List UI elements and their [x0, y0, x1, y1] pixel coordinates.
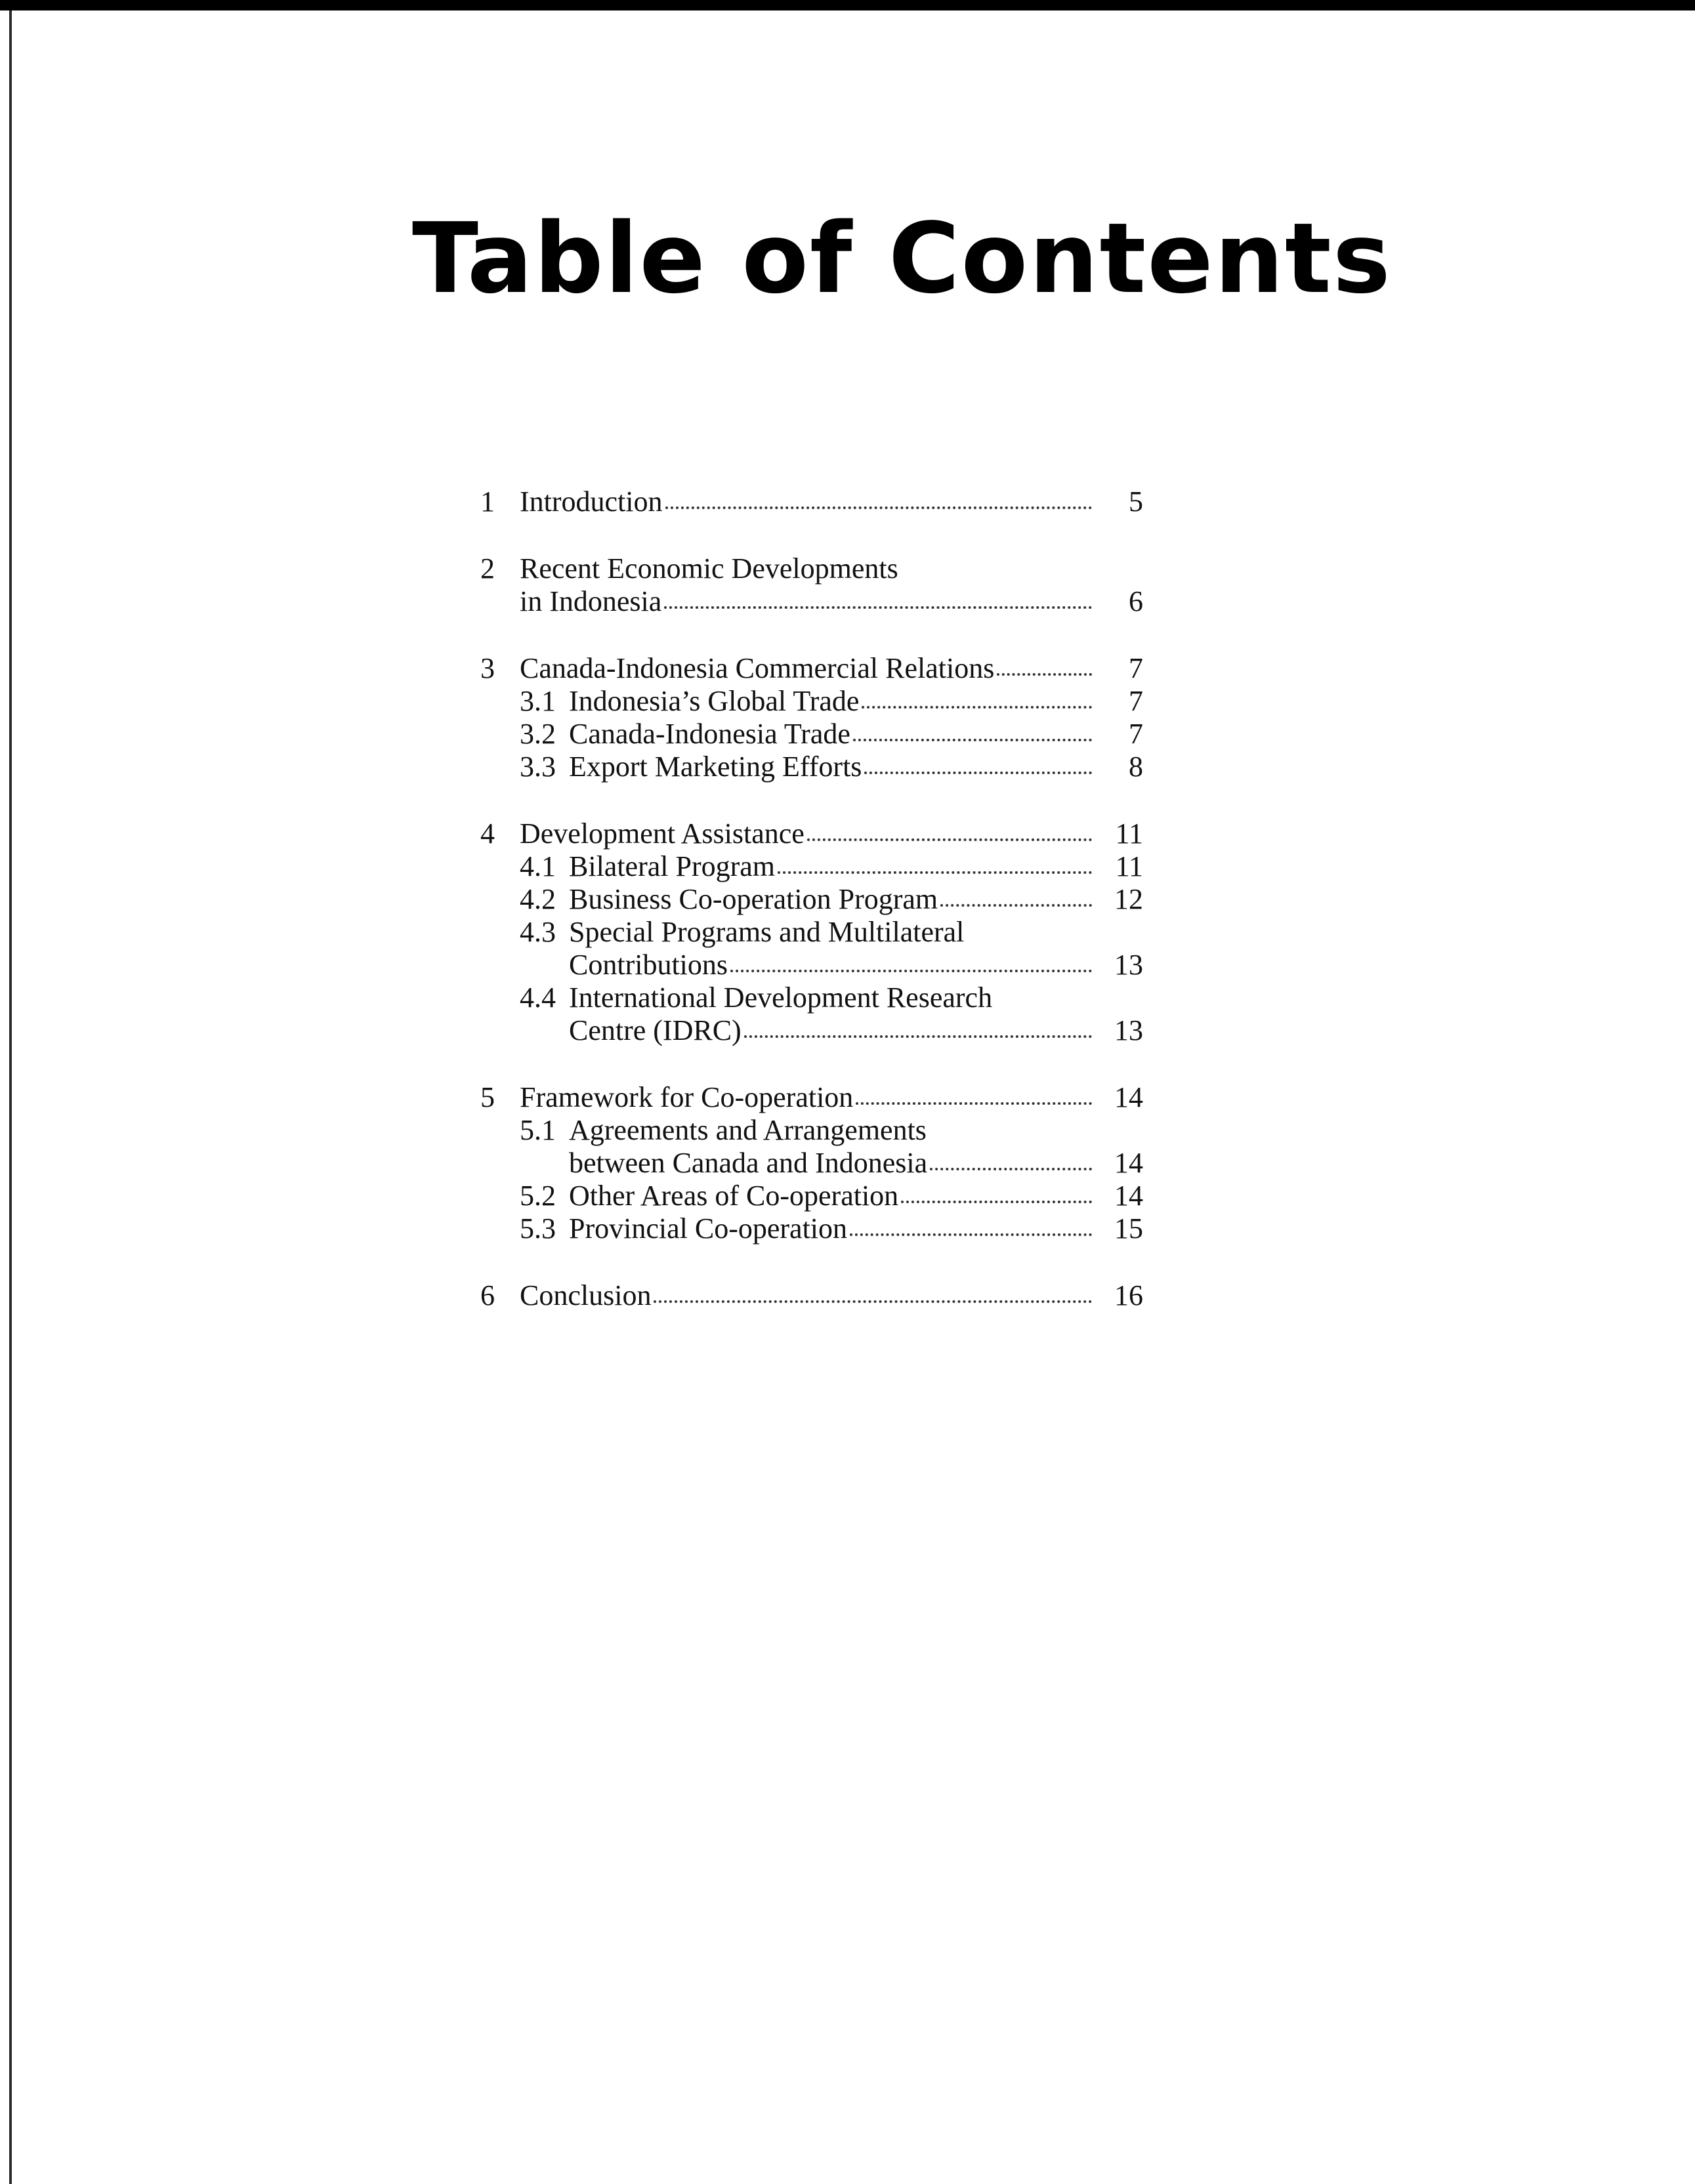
toc-page-number: 8 — [1129, 751, 1143, 783]
toc-subsection-title: between Canada and Indonesia — [569, 1147, 928, 1179]
toc-page-number: 7 — [1129, 718, 1143, 750]
toc-section-number: 5 — [480, 1081, 495, 1113]
toc-section-title: Recent Economic Developments — [520, 552, 898, 585]
toc-section-title: Framework for Co-operation — [520, 1081, 854, 1113]
scan-top-edge — [0, 0, 1695, 10]
page-title: Table of Contents — [412, 202, 1392, 315]
toc-subsection-line — [480, 1180, 1143, 1212]
toc-section — [480, 485, 1143, 518]
toc-section — [480, 552, 1143, 618]
toc-subsection-title: Indonesia’s Global Trade — [569, 685, 860, 717]
toc-page-number: 13 — [1114, 1014, 1143, 1046]
toc-section-line — [480, 1081, 1143, 1114]
toc-section-line — [480, 652, 1143, 685]
toc-subsection-number: 3.2 — [520, 718, 556, 750]
toc-subsection-title: Canada-Indonesia Trade — [569, 718, 850, 750]
dot-leader — [807, 838, 1092, 841]
toc-subsection-number: 3.3 — [520, 751, 556, 783]
toc-subsection-line — [480, 883, 1143, 916]
dot-leader — [864, 772, 1092, 774]
toc-subsection-number: 3.1 — [520, 685, 556, 717]
toc-section — [480, 1279, 1143, 1312]
toc-section-title: Introduction — [520, 485, 663, 518]
toc-subsection-number: 5.3 — [520, 1212, 556, 1245]
toc-section-number: 3 — [480, 652, 495, 684]
dot-leader — [654, 1300, 1092, 1303]
toc-page-number: 16 — [1114, 1279, 1143, 1311]
toc-page-number: 11 — [1115, 850, 1143, 882]
toc-subsection-line — [480, 718, 1143, 751]
toc-page-number: 11 — [1115, 817, 1143, 850]
toc-section-line — [480, 1279, 1143, 1312]
toc-section-title: Canada-Indonesia Commercial Relations — [520, 652, 995, 684]
toc-page-number: 15 — [1114, 1212, 1143, 1245]
dot-leader — [665, 506, 1092, 509]
dot-leader — [856, 1102, 1092, 1105]
toc-page-number: 13 — [1114, 949, 1143, 981]
toc-subsection-title: International Development Research — [569, 981, 993, 1014]
toc-section — [480, 817, 1143, 1047]
toc-subsection-title: Contributions — [569, 949, 728, 981]
toc-subsection-line — [480, 1212, 1143, 1245]
toc-subsection-number: 5.2 — [520, 1180, 556, 1212]
scan-left-edge — [9, 10, 12, 2184]
toc-subsection-number: 4.2 — [520, 883, 556, 915]
toc-subsection-title: Agreements and Arrangements — [569, 1114, 927, 1146]
dot-leader — [940, 904, 1092, 907]
toc-subsection-title: Export Marketing Efforts — [569, 751, 862, 783]
dot-leader — [862, 706, 1092, 709]
toc-page-number: 14 — [1114, 1147, 1143, 1179]
dot-leader — [730, 970, 1092, 972]
dot-leader — [664, 606, 1092, 609]
toc-section-number: 1 — [480, 485, 495, 518]
dot-leader — [744, 1035, 1092, 1038]
toc-section-line — [480, 585, 1143, 618]
toc-subsection-line — [480, 1114, 1143, 1147]
toc-page-number: 7 — [1129, 652, 1143, 684]
toc-section — [480, 1081, 1143, 1245]
toc-subsection-title: Bilateral Program — [569, 850, 776, 882]
toc-subsection-line — [480, 685, 1143, 718]
toc-section-number: 4 — [480, 817, 495, 850]
toc-subsection-title: Special Programs and Multilateral — [569, 916, 965, 948]
toc-subsection-number: 5.1 — [520, 1114, 556, 1146]
toc-section-line — [480, 485, 1143, 518]
toc-page-number: 6 — [1129, 585, 1143, 617]
toc-section-title: Conclusion — [520, 1279, 652, 1311]
toc-section-line — [480, 552, 1143, 585]
dot-leader — [997, 673, 1092, 676]
toc-section-number: 6 — [480, 1279, 495, 1311]
toc-subsection-number: 4.4 — [520, 981, 556, 1014]
dot-leader — [778, 871, 1092, 874]
dot-leader — [901, 1201, 1092, 1203]
toc-page-number: 14 — [1114, 1180, 1143, 1212]
toc-subsection-line — [480, 1147, 1143, 1180]
toc-subsection-line — [480, 981, 1143, 1014]
dot-leader — [853, 739, 1092, 741]
toc-page-number: 5 — [1129, 485, 1143, 518]
dot-leader — [850, 1233, 1092, 1236]
toc-section-title: Development Assistance — [520, 817, 805, 850]
toc-section-number: 2 — [480, 552, 495, 585]
toc-page-number: 7 — [1129, 685, 1143, 717]
toc-subsection-title: Other Areas of Co-operation — [569, 1180, 899, 1212]
dot-leader — [930, 1168, 1092, 1170]
toc-subsection-title: Provincial Co-operation — [569, 1212, 848, 1245]
table-of-contents — [480, 485, 1143, 1346]
toc-page-number: 12 — [1114, 883, 1143, 915]
toc-subsection-number: 4.1 — [520, 850, 556, 882]
toc-subsection-title: Business Co-operation Program — [569, 883, 938, 915]
toc-subsection-title: Centre (IDRC) — [569, 1014, 742, 1046]
toc-subsection-line — [480, 850, 1143, 883]
toc-subsection-line — [480, 949, 1143, 981]
toc-subsection-line — [480, 916, 1143, 949]
toc-subsection-number: 4.3 — [520, 916, 556, 948]
toc-section — [480, 652, 1143, 783]
toc-subsection-line — [480, 751, 1143, 783]
toc-subsection-line — [480, 1014, 1143, 1047]
toc-section-title: in Indonesia — [520, 585, 662, 617]
toc-page-number: 14 — [1114, 1081, 1143, 1113]
toc-section-line — [480, 817, 1143, 850]
